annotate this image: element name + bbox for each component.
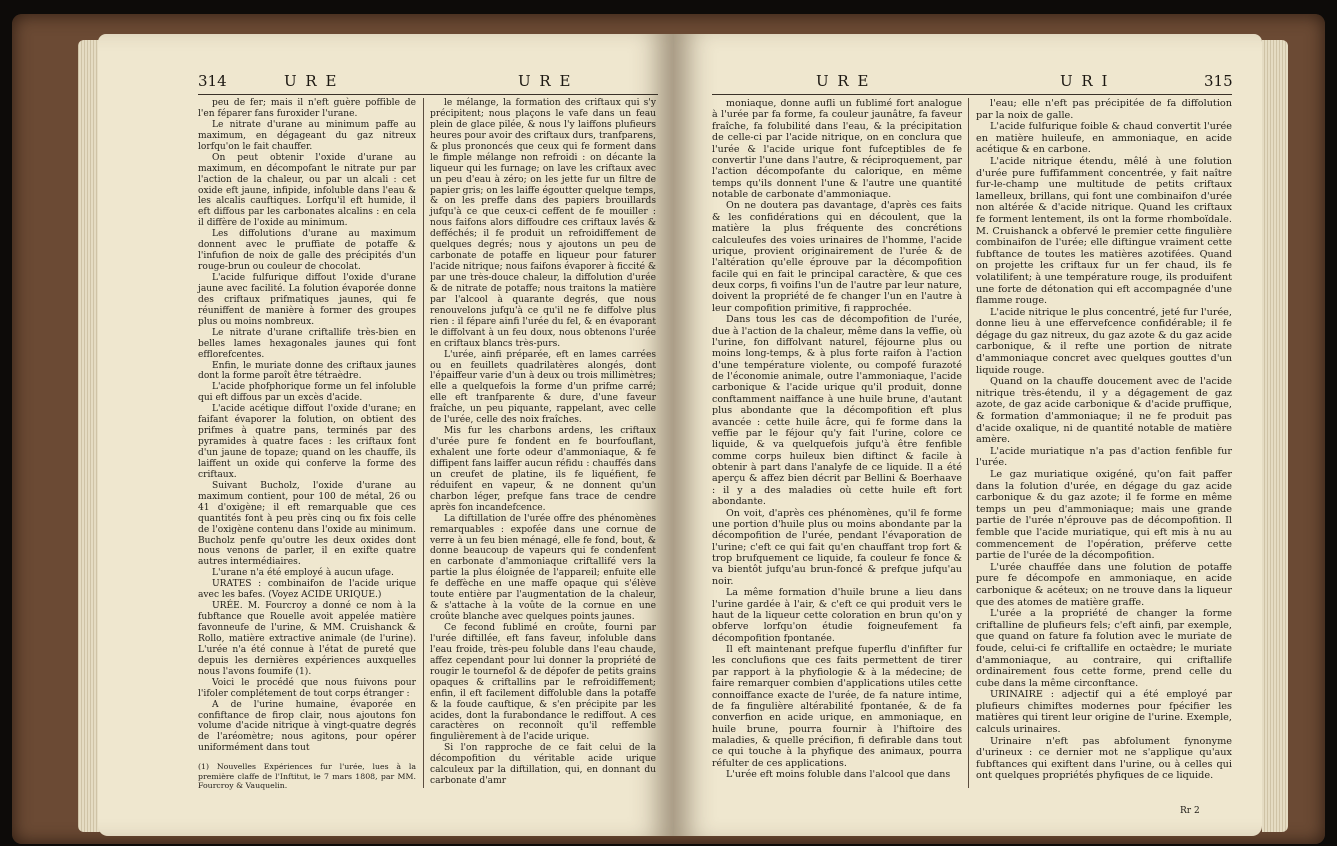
paragraph: On ne doutera pas davantage, d'après ces faits & les confidérations qui en découlent, que la matière la plus fréquente des concrétions calculeufes des voies urinaires de l'homme, l'acide urique, provient originairement de l'urée & de l'altération qu'elle éprouve par la décompofition facile qui en fait le principal caractère, & que ces deux corps, fi voifins l'un de l'autre par leur nature, doivent la propriété de fe changer l'un en l'autre à leur compofition primitive, fi rapprochée.	[712, 200, 962, 314]
paragraph: Si l'on rapproche de ce fait celui de la décompofition du véritable acide urique calculeux par la diftillation, qui, en donnant du carbonate d'amr	[430, 743, 656, 787]
paragraph: Mis fur les charbons ardens, les criftaux d'urée pure fe fondent en fe bourfouflant, exhalent une forte odeur d'ammoniaque, & fe diffipent fans laiffer aucun réfidu : chauffés dans un creufet de platine, ils fe liquéfient, fe réduifent en vapeur, & ne donnent qu'un charbon léger, prefque fans trace de cendre après fon incandefcence.	[430, 426, 656, 513]
page-edges-right	[1262, 40, 1288, 832]
page-number-left: 314	[198, 72, 227, 90]
right-page-column-1	[712, 98, 962, 781]
left-page-column-2	[430, 98, 656, 787]
paragraph: URÉE. M. Fourcroy a donné ce nom à la fubftance que Rouelle avoit appelée matière favonneufe de l'urine, & MM. Cruishanck & Rollo, matière extractive animale (de l'urine). L'urée n'a été connue à l'état de pureté que depuis les dernières expériences auxquelles nous l'avons foumife (1).	[198, 601, 416, 677]
paragraph: peu de fer; mais il n'eft guère poffible de l'en féparer fans furoxider l'urane.	[198, 98, 416, 119]
left-page	[98, 34, 674, 836]
paragraph: Les diffolutions d'urane au maximum donnent avec le pruffiate de potaffe & l'infufion de noix de galle des précipités d'un rouge-brun ou couleur de chocolat.	[198, 229, 416, 273]
paragraph: Suivant Bucholz, l'oxide d'urane au maximum contient, pour 100 de métal, 26 ou 41 d'oxigène; il eft remarquable que ces quantités font à peu près cinq ou fix fois celle de l'oxigène contenu dans l'oxide au minimum. Bucholz penfe qu'outre les deux oxides dont nous venons de parler, il en exifte quatre autres intermédiaires.	[198, 480, 416, 568]
right-page-column-2	[976, 98, 1232, 782]
paragraph: Voici le procédé que nous fuivons pour l'ifoler complétement de tout corps étranger :	[198, 677, 416, 699]
column-rule-left	[423, 98, 424, 788]
paragraph: La diftillation de l'urée offre des phénomènes remarquables : expofée dans une cornue de verre à un feu bien ménagé, elle fe fond, bout, & donne beaucoup de vapeurs qui fe condenfent en carbonate d'ammoniaque criftallifé vers la partie la plus éloignée de l'appareil; enfuite elle fe deffèche en une maffe opaque qui s'élève toute entière par l'augmentation de la chaleur, & s'attache à la voûte de la cornue en une croûte blanche avec quelques points jaunes.	[430, 513, 656, 623]
paragraph: L'acide nitrique étendu, mêlé à une folution d'urée pure fuffifamment concentrée, y fait naître fur-le-champ une multitude de petits criftaux lamelleux, brillans, qui font une combinaifon d'urée non altérée & d'acide nitrique. Quand les criftaux fe forment lentement, ils ont la forme rhomboïdale. M. Cruishanck a obfervé le premier cette fingulière combinaifon de l'urée; elle diftingue vraiment cette fubftance de toutes les matières azotifées. Quand on projette les criftaux fur un fer chaud, ils fe volatilifent; à une température rouge, ils produifent une forte de détonation qui eft accompagnée d'une flamme rouge.	[976, 155, 1232, 307]
paragraph: Ce fecond fublimé en croûte, fourni par l'urée diftillée, eft fans faveur, infoluble dans l'eau froide, très-peu foluble dans l'eau chaude, affez cependant pour lui donner la propriété de rougir le tournefol & de dépofer de petits grains opaques & criftallins par le refroidiffement; enfin, il eft facilement diffoluble dans la potaffe & la foude cauftique, & s'en précipite par les acides, dont la furabondance le rediffout. A ces caractères on reconnoît qu'il reffemble fingulièrement à de l'acide urique.	[430, 623, 656, 743]
right-page	[674, 34, 1262, 836]
column-rule-right	[968, 98, 969, 788]
paragraph: Le nitrate d'urane criftallife très-bien en belles lames hexagonales jaunes qui font efflorefcentes.	[198, 327, 416, 360]
header-rule-left	[198, 94, 658, 95]
running-header-right-a: U R E	[816, 72, 871, 90]
paragraph: le mélange, la formation des criftaux qui s'y précipitent; nous plaçons le vafe dans un feau plein de glace pilée, & nous l'y laiffons plufieurs heures pour avoir des criftaux durs, tranfparens, & plus prononcés que ceux qui fe forment dans le fimple mélange non refroidi : on décante la liqueur qui les furnage; on lave les criftaux avec un peu d'eau à zéro; on les jette fur un filtre de papier gris; on les laiffe égoutter quelque temps, & on les preffe dans des papiers brouillards jufqu'à ce que ceux-ci ceffent de fe mouiller : nous faifons alors diffoudre ces criftaux lavés & defféchés; il fe produit un refroidiffement de quelques degrés; nous y ajoutons un peu de carbonate de potaffe en liqueur pour faturer l'acide nitrique; nous faifons évaporer à ficcité & par une très-douce chaleur, la diffolution d'urée & de nitrate de potaffe; nous traitons la matière par l'alcool à quarante degrés, que nous renouvelons jufqu'à ce qu'il ne fe diffolve plus rien : il fépare ainfi l'urée du fel, & en évaporant le diffolvant à un feu doux, nous obtenons l'urée en criftaux blancs très-purs.	[430, 98, 657, 349]
paragraph: L'urée chauffée dans une folution de potaffe pure fe décompofe en ammoniaque, en acide carbonique & acéteux; on ne trouve dans la liqueur que des atomes de matière graffe.	[976, 561, 1232, 608]
left-page-column-1	[198, 98, 416, 790]
paragraph: L'urane n'a été employé à aucun ufage.	[212, 568, 394, 579]
running-header-right-b: U R I	[1060, 72, 1110, 90]
page-number-right: 315	[1204, 72, 1233, 90]
paragraph: Le gaz muriatique oxigéné, qu'on fait paffer dans la folution d'urée, en dégage du gaz acide carbonique & du gaz azote; il fe forme en même temps un peu d'ammoniaque; mais une grande partie de l'urée n'éprouve pas de décompofition. Il femble que l'acide muriatique, qui eft mis à nu au commencement de l'opération, préferve cette partie de l'urée de la décompofition.	[976, 469, 1232, 562]
paragraph: Dans tous les cas de décompofition de l'urée, due à l'action de la chaleur, même dans la veffie, où l'urine, fon diffolvant naturel, féjourne plus ou moins long-temps, & à plus forte raifon à l'action d'une température violente, ou compofé furazoté de l'économie animale, outre l'ammoniaque, l'acide carbonique & l'acide urique qu'il produit, donne conftamment naiffance à une huile brune, d'autant plus abondante que la décompofition eft plus avancée : cette huile âcre, qui fe forme dans la veffie par le féjour qu'y fait l'urine, colore ce liquide, & va quelquefois jufqu'à être fenfible comme corps huileux bien diftinct & facile à obtenir à part dans l'analyfe de ce liquide. Il a été aperçu & affez bien décrit par Bellini & Boerhaave : il y a des maladies où cette huile eft fort abondante.	[712, 314, 962, 508]
paragraph: L'acide nitrique le plus concentré, jeté fur l'urée, donne lieu à une effervefcence confidérable; il fe dégage du gaz nitreux, du gaz azote & du gaz acide carbonique, & il refte une portion de nitrate d'ammoniaque concret avec quelques gouttes d'un liquide rouge.	[976, 306, 1232, 376]
paragraph: Il eft maintenant prefque fuperflu d'infifter fur les conclufions que ces faits permettent de tirer par rapport à la phyfiologie & à la médecine; de faire remarquer combien d'applications utiles cette connoiffance exacte de l'urée, de fa nature intime, de fa fingulière altérabilité fpontanée, & de fa converfion en acide urique, en ammoniaque, en huile brune, pourra fournir à l'hiftoire des maladies, & quelle précifion, fi defirable dans tout ce qui touche à la phyfique des animaux, pourra réfulter de ces applications.	[712, 644, 962, 769]
running-header-left-a: U R E	[284, 72, 339, 90]
paragraph: La même formation d'huile brune a lieu dans l'urine gardée à l'air, & c'eft ce qui produit vers le haut de la liqueur cette coloration en brun qu'on y obferve lorfqu'on étudie foigneufement fa décompofition fpontanée.	[712, 587, 962, 644]
paragraph: Quand on la chauffe doucement avec de l'acide nitrique très-étendu, il y a dégagement de gaz azote, de gaz acide carbonique & d'acide pruffique, & formation d'ammoniaque; il ne fe produit pas d'acide oxalique, ni de quantité notable de matière amère.	[976, 376, 1232, 446]
paragraph: A de l'urine humaine, évaporée en confiftance de firop clair, nous ajoutons fon volume d'acide nitrique à vingt-quatre degrés de l'aréomètre; nous agitons, pour opérer uniformément dans tout	[198, 699, 416, 754]
paragraph: URINAIRE : adjectif qui a été employé par plufieurs chimiftes modernes pour fpécifier les matières qui tirent leur origine de l'urine. Exemple, calculs urinaires.	[976, 689, 1232, 736]
paragraph: Urinaire n'eft pas abfolument fynonyme d'urineux : ce dernier mot ne s'applique qu'aux fubftances qui exiftent dans l'urine, ou à celles qui ont quelques propriétés phyfiques de ce liquide.	[976, 735, 1232, 782]
header-rule-right	[712, 94, 1232, 95]
paragraph: L'acide fulfurique foible & chaud convertit l'urée en matière huileufe, en ammoniaque, en acide acétique & en carbone.	[976, 121, 1232, 156]
paragraph: L'urée, ainfi préparée, eft en lames carrées ou en feuillets quadrilatères alongés, dont l'épaiffeur varie d'un à deux ou trois millimètres; elle a quelquefois la forme d'un prifme carré; elle eft tranfparente & dure, d'une faveur fraîche, un peu piquante, rappelant, avec celle de l'urée, celle des noix fraîches.	[430, 349, 656, 426]
footnote: (1) Nouvelles Expériences fur l'urée, lues à la première claffe de l'Inftitut, le 7 mars 1808, par MM. Fourcroy & Vauquelin.	[198, 762, 416, 791]
paragraph: l'eau; elle n'eft pas précipitée de fa diffolution par la noix de galle.	[976, 98, 1232, 121]
paragraph: L'urée a la propriété de changer la forme criftalline de plufieurs fels; c'eft ainfi, par exemple, que quand on fature fa folution avec le muriate de foude, celui-ci fe criftallife en octaèdre; le muriate d'ammoniaque, au contraire, qui criftallife ordinairement fous cette forme, prend celle du cube dans la même circonftance.	[976, 608, 1232, 689]
paragraph: L'acide fulfurique diffout l'oxide d'urane jaune avec facilité. La folution évaporée donne des criftaux prifmatiques jaunes, qui fe réuniffent de manière à former des groupes plus ou moins nombreux.	[198, 273, 416, 327]
page-edges-left	[78, 40, 100, 832]
paragraph: Enfin, le muriate donne des criftaux jaunes dont la forme paroît être tétraèdre.	[198, 360, 416, 382]
paragraph: L'acide acétique diffout l'oxide d'urane; en faifant évaporer la folution, on obtient des prifmes à quatre pans, terminés par des pyramides à quatre faces : les criftaux font d'un jaune de topaze; quand on les chauffe, ils laiffent un oxide qui conferve la forme des criftaux.	[198, 404, 416, 480]
paragraph: moniaque, donne aufli un fublimé fort analogue à l'urée par fa forme, fa couleur jaunâtre, fa faveur fraîche, fa folubilité dans l'eau, & la précipitation de celle-ci par l'acide nitrique, on en conclura que l'urée & l'acide urique font fufceptibles de fe convertir l'une dans l'autre, & réciproquement, par l'action décompofante du calorique, en même temps qu'ils donnent l'une & l'autre une quantité notable de carbonate d'ammoniaque.	[712, 98, 962, 200]
paragraph: L'urée eft moins foluble dans l'alcool que dans	[726, 769, 951, 781]
paragraph: L'acide phofphorique forme un fel infoluble qui eft diffous par un excès d'acide.	[198, 382, 416, 404]
paragraph: On voit, d'après ces phénomènes, qu'il fe forme une portion d'huile plus ou moins abondante par la décompofition de l'urée, pendant l'évaporation de l'urine; c'eft ce qui fait qu'en chauffant trop fort & trop brufquement ce liquide, fa couleur fe fonce & va bientôt jufqu'au brun-foncé & prefque jufqu'au noir.	[712, 507, 962, 587]
paragraph: URATES : combinaifon de l'acide urique avec les bafes. (Voyez ACIDE URIQUE.)	[198, 579, 416, 601]
paragraph: Le nitrate d'urane au minimum paffe au maximum, en dégageant du gaz nitreux lorfqu'on le fait chauffer.	[198, 119, 416, 152]
paragraph: L'acide muriatique n'a pas d'action fenfible fur l'urée.	[976, 445, 1232, 469]
paragraph: On peut obtenir l'oxide d'urane au maximum, en décompofant le nitrate pur par l'action de la chaleur, ou par un alcali : cet oxide eft jaune, infipide, infoluble dans l'eau & les alcalis cauftiques. Lorfqu'il eft humide, il eft diffous par les carbonates alcalins : en cela il diffère de l'oxide au minimum.	[198, 152, 416, 229]
running-header-left-b: U R E	[518, 72, 573, 90]
signature-mark: Rr 2	[1180, 806, 1200, 816]
